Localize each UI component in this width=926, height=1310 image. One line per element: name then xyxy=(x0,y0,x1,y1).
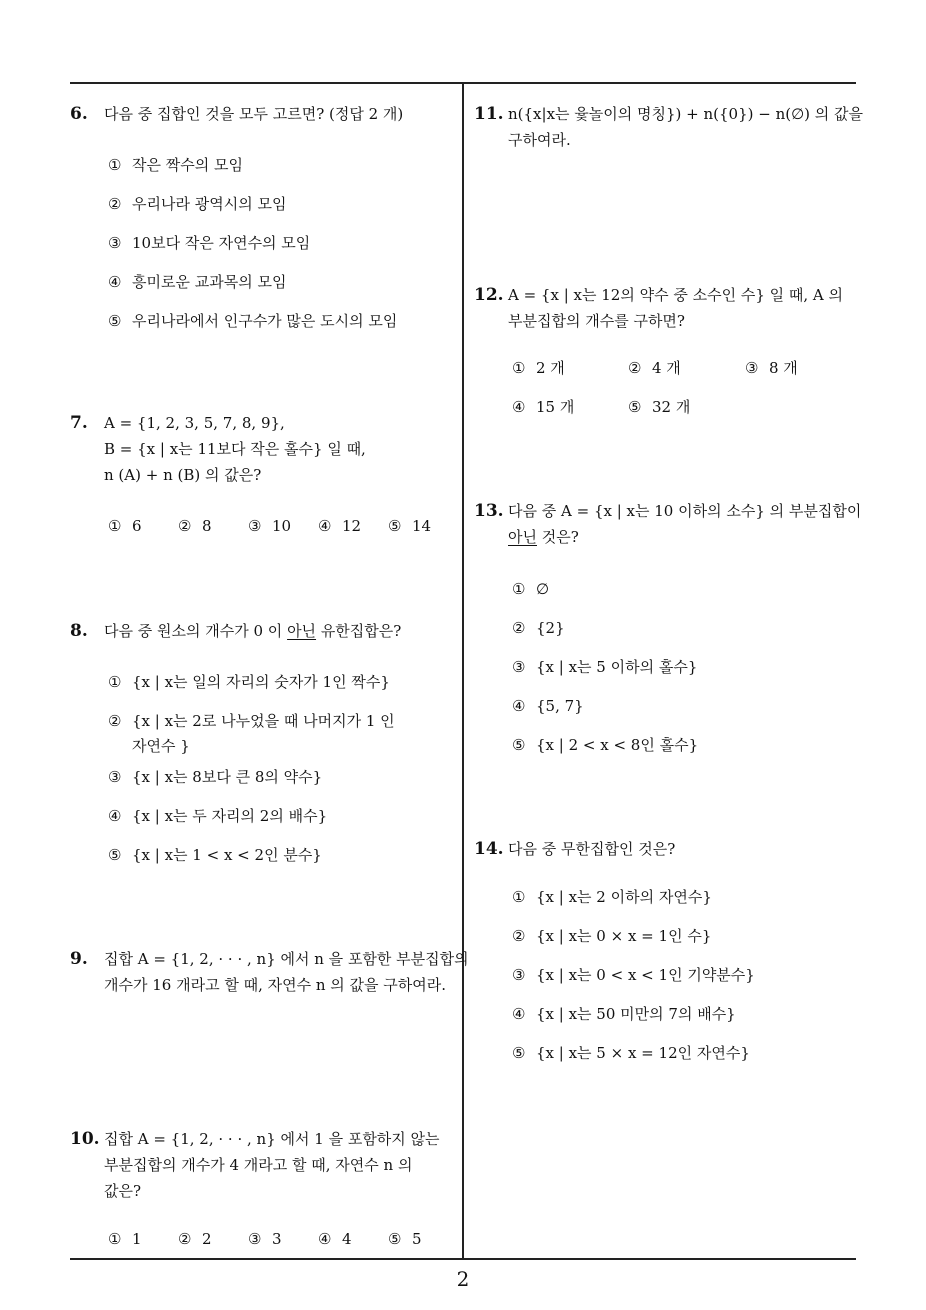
question-number: 8. xyxy=(70,621,88,641)
underlined-word: 아닌 xyxy=(508,528,537,546)
option: ⑤ 5 xyxy=(388,1230,422,1248)
question-text: 다음 중 집합인 것을 모두 고르면? (정답 2 개) xyxy=(104,105,404,123)
option: ③ {x | x는 5 이하의 홀수} xyxy=(512,658,698,676)
option: ④ 흥미로운 교과목의 모임 xyxy=(108,273,287,291)
option: ⑤ {x | x는 5 × x = 12인 자연수} xyxy=(512,1044,750,1062)
question-11 xyxy=(474,101,864,153)
option: ④ 15 개 xyxy=(512,398,575,416)
option: ⑤ 14 xyxy=(388,517,432,535)
option: ① {x | x는 2 이하의 자연수} xyxy=(512,888,712,906)
option: ① {x | x는 일의 자리의 숫자가 1인 짝수} xyxy=(108,673,390,691)
option: ③ {x | x는 0 < x < 1인 기약분수} xyxy=(512,966,755,984)
question-number: 12. xyxy=(474,285,504,305)
option: ② 우리나라 광역시의 모임 xyxy=(108,195,287,213)
column-divider xyxy=(462,82,464,1259)
option: ② 8 xyxy=(178,517,212,535)
question-text: n({x|x는 윷놀이의 명칭}) + n({0}) − n(∅) 의 값을 구하여라. xyxy=(508,105,864,149)
question-number: 6. xyxy=(70,104,88,124)
option: ③ 10보다 작은 자연수의 모임 xyxy=(108,234,311,252)
question-14 xyxy=(474,836,859,862)
option: ② {2} xyxy=(512,619,565,637)
question-text: 집합 A = {1, 2, · · · , n} 에서 1 을 포함하지 않는 부분집합의 개수가 4 개라고 할 때, 자연수 n 의 값은? xyxy=(104,1130,440,1200)
option: ③ 10 xyxy=(248,517,292,535)
option: ⑤ {x | 2 < x < 8인 홀수} xyxy=(512,736,699,754)
option: ② {x | x는 2로 나누었을 때 나머지가 1 인 xyxy=(108,712,395,730)
option: ① ∅ xyxy=(512,580,550,598)
option: ① 작은 짝수의 모임 xyxy=(108,156,243,174)
option: ④ 12 xyxy=(318,517,362,535)
question-number: 14. xyxy=(474,839,504,859)
underlined-word: 아닌 xyxy=(287,622,317,640)
question-number: 11. xyxy=(474,104,504,124)
option: ⑤ 32 개 xyxy=(628,398,691,416)
question-text: 다음 중 A = {x | x는 10 이하의 소수} 의 부분집합이 아닌 것은? xyxy=(508,502,862,546)
option: ① 6 xyxy=(108,517,142,535)
question-9 xyxy=(70,946,469,998)
question-number: 10. xyxy=(70,1129,100,1149)
question-number: 9. xyxy=(70,949,88,969)
option: ② {x | x는 0 × x = 1인 수} xyxy=(512,927,712,945)
bottom-rule xyxy=(70,1258,856,1260)
question-8 xyxy=(70,618,455,644)
question-text: A = {1, 2, 3, 5, 7, 8, 9}, B = {x | x는 11보다 작은 홀수} 일 때, n (A) + n (B) 의 값은? xyxy=(104,414,366,484)
question-13 xyxy=(474,498,862,550)
question-10 xyxy=(70,1126,455,1204)
option: ④ {x | x는 50 미만의 7의 배수} xyxy=(512,1005,736,1023)
question-number: 13. xyxy=(474,501,504,521)
question-12 xyxy=(474,282,859,334)
option: ④ {x | x는 두 자리의 2의 배수} xyxy=(108,807,328,825)
question-number: 7. xyxy=(70,413,88,433)
option: ③ 3 xyxy=(248,1230,282,1248)
question-text: 집합 A = {1, 2, · · · , n} 에서 n 을 포함한 부분집합의 개수가 16 개라고 할 때, 자연수 n 의 값을 구하여라. xyxy=(104,950,469,994)
option: ③ 8 개 xyxy=(745,359,798,377)
option: ④ 4 xyxy=(318,1230,352,1248)
option: ① 2 개 xyxy=(512,359,565,377)
question-text: 다음 중 무한집합인 것은? xyxy=(508,840,676,858)
option: ② 4 개 xyxy=(628,359,681,377)
page-number: 2 xyxy=(456,1267,470,1291)
option: ① 1 xyxy=(108,1230,142,1248)
question-7 xyxy=(70,410,455,488)
question-6 xyxy=(70,101,455,127)
question-text: 다음 중 원소의 개수가 0 이 아닌 유한집합은? xyxy=(104,622,402,640)
option: ⑤ {x | x는 1 < x < 2인 분수} xyxy=(108,846,322,864)
option: ③ {x | x는 8보다 큰 8의 약수} xyxy=(108,768,323,786)
option: ② 2 xyxy=(178,1230,212,1248)
option: ⑤ 우리나라에서 인구수가 많은 도시의 모임 xyxy=(108,312,398,330)
option-continuation: 자연수 } xyxy=(132,737,190,755)
option: ④ {5, 7} xyxy=(512,697,584,715)
question-text: A = {x | x는 12의 약수 중 소수인 수} 일 때, A 의 부분집합의 개수를 구하면? xyxy=(508,286,844,330)
